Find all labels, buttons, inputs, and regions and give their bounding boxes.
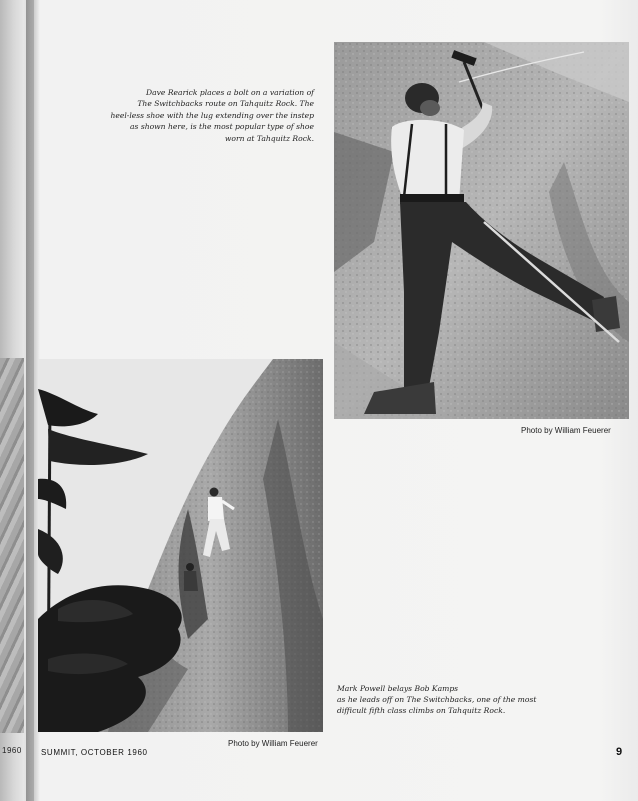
bottom-photo-caption (337, 683, 567, 717)
top-caption-line: The Switchbacks route on Tahquitz Rock. The (137, 99, 314, 109)
previous-page-photo-edge (0, 358, 24, 733)
bottom-caption-line: difficult fifth class climbs on Tahquitz Rock. (337, 706, 506, 716)
top-photo-credit: Photo by William Feuerer (521, 426, 611, 435)
page-number: 9 (616, 746, 623, 758)
top-photo-caption (100, 87, 314, 144)
bottom-caption-line: Mark Powell belays Bob Kamps (337, 684, 459, 693)
page-folio: SUMMIT, OCTOBER 1960 (41, 748, 148, 757)
bottom-caption-line: as he leads off on The Switchbacks, one of the most (337, 695, 537, 705)
climber-placing-bolt-photo (334, 42, 629, 419)
climber-on-rock-face-photo (38, 359, 323, 732)
top-caption-line: Dave Rearick places a bolt on a variation of (146, 88, 314, 97)
previous-page-folio: 1960 (2, 746, 22, 755)
top-caption-line: heel-less shoe with the lug extending over the instep (110, 110, 314, 120)
bottom-photo-credit: Photo by William Feuerer (228, 739, 318, 748)
top-caption-line: worn at Tahquitz Rock. (224, 133, 314, 143)
top-caption-line: as shown here, is the most popular type of shoe (129, 122, 314, 132)
